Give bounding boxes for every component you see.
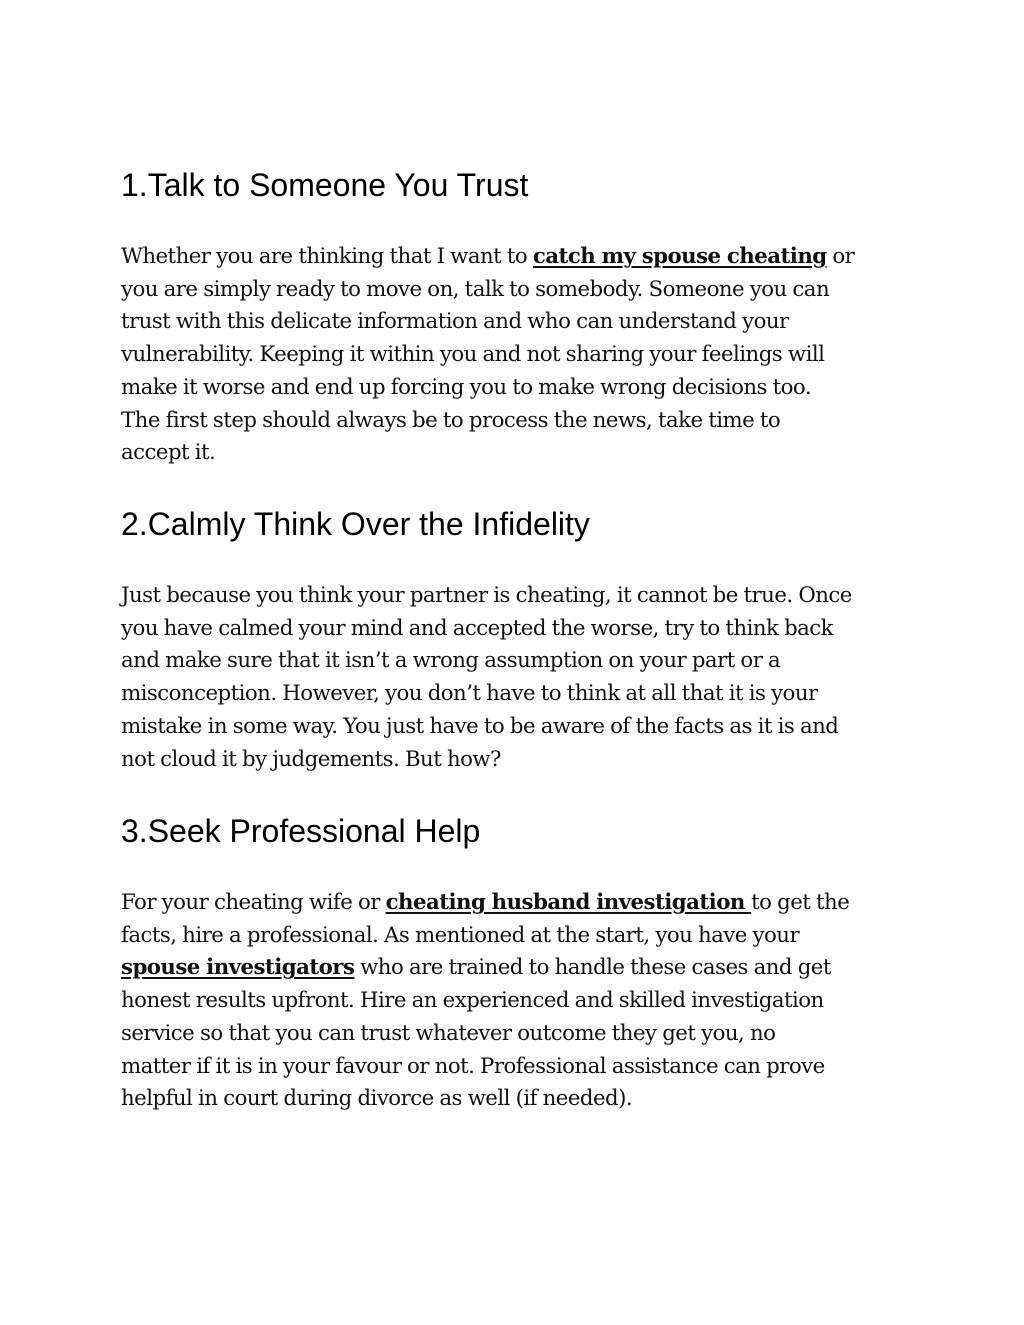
paragraph-line: make it worse and end up forcing you to make wrong decisions too.: [121, 374, 812, 400]
paragraph-text: to get the: [751, 890, 850, 915]
paragraph-line: vulnerability. Keeping it within you and not sharing your feelings will: [121, 342, 825, 368]
paragraph-line: [121, 241, 911, 274]
paragraph-text: Whether you are thinking that I want to: [121, 244, 533, 269]
paragraph-line: The first step should always be to process the news, take time to: [121, 407, 781, 433]
paragraph-line: mistake in some way. You just have to be aware of the facts as it is and: [121, 713, 839, 739]
paragraph-text: For your cheating wife or: [121, 890, 386, 915]
paragraph-line: matter if it is in your favour or not. Professional assistance can prove: [121, 1053, 825, 1079]
section-paragraph-calmly-think: [121, 580, 911, 776]
paragraph-line: misconception. However, you don’t have to think at all that it is your: [121, 681, 818, 707]
paragraph-line: you have calmed your mind and accepted the worse, try to think back: [121, 615, 834, 641]
paragraph-line: Just because you think your partner is cheating, it cannot be true. Once: [121, 583, 852, 608]
paragraph-line: facts, hire a professional. As mentioned at the start, you have your: [121, 922, 800, 948]
paragraph-text: who are trained to handle these cases and get: [354, 955, 831, 981]
paragraph-line: helpful in court during divorce as well (if needed).: [121, 1086, 633, 1112]
paragraph-line: service so that you can trust whatever outcome they get you, no: [121, 1020, 776, 1046]
section-heading-calmly-think: 2.Calmly Think Over the Infidelity: [121, 506, 590, 542]
paragraph-line: honest results upfront. Hire an experienced and skilled investigation: [121, 988, 824, 1014]
section-paragraph-talk-to-someone: [121, 241, 911, 470]
paragraph-line: you are simply ready to move on, talk to somebody. Someone you can: [121, 276, 830, 302]
paragraph-line: not cloud it by judgements. But how?: [121, 746, 501, 772]
section-heading-seek-professional-help: 3.Seek Professional Help: [121, 813, 481, 849]
paragraph-line: [121, 952, 911, 985]
paragraph-line: and make sure that it isn’t a wrong assumption on your part or a: [121, 648, 781, 674]
section-heading-talk-to-someone: 1.Talk to Someone You Trust: [121, 167, 529, 203]
cheating-husband-investigation-link[interactable]: cheating husband investigation: [385, 890, 752, 915]
section-paragraph-seek-professional-help: [121, 887, 911, 1116]
spouse-investigators-link[interactable]: spouse investigators: [121, 955, 355, 981]
paragraph-text: or: [826, 244, 855, 269]
paragraph-line: trust with this delicate information and who can understand your: [121, 309, 789, 335]
catch-my-spouse-cheating-link[interactable]: catch my spouse cheating: [532, 244, 827, 269]
paragraph-line: accept it.: [121, 440, 216, 466]
paragraph-line: [121, 887, 911, 920]
